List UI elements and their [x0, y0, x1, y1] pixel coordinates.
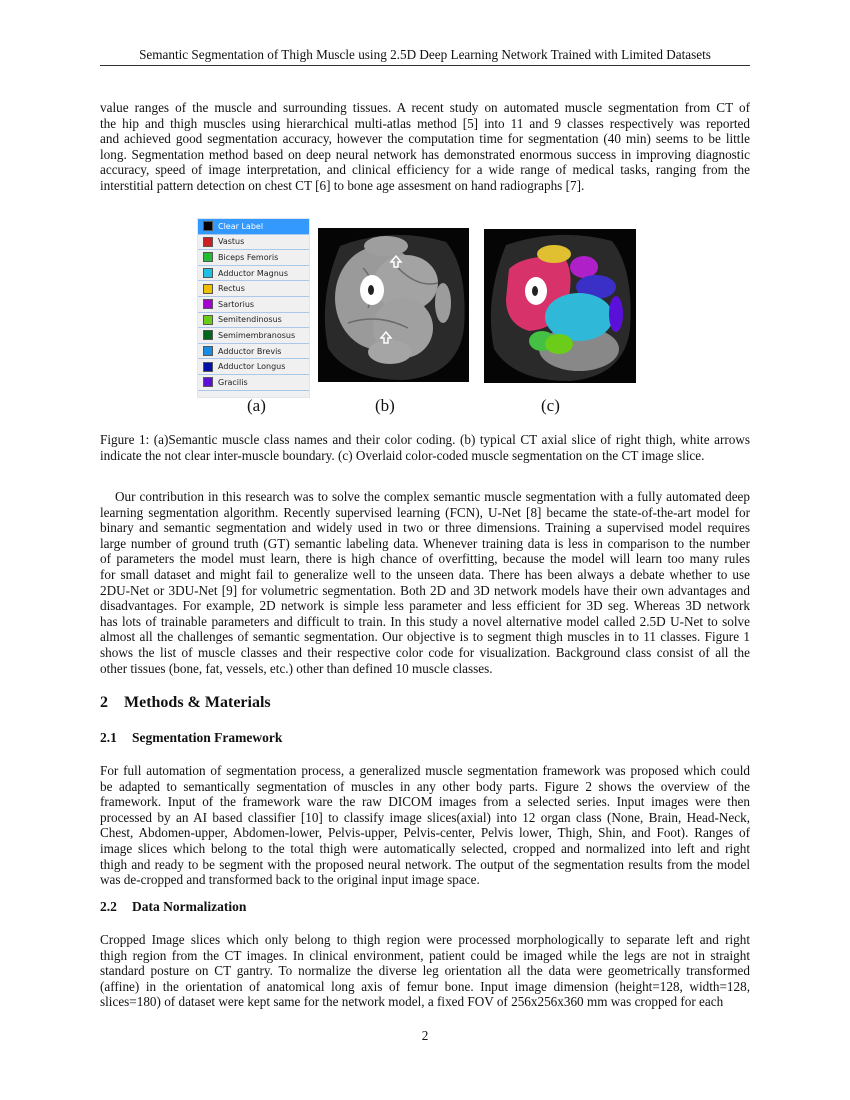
legend-label: Adductor Brevis — [218, 346, 282, 356]
text-line: For full automation of segmentation process, a generalized muscle segmentation framework was proposed which could — [100, 763, 750, 778]
color-swatch — [203, 268, 213, 278]
text-line: image slices which belong to the total thigh were automatically selected, cropped and normalized into left and right — [100, 840, 750, 856]
text-line: Figure 1: (a)Semantic muscle class names and their color coding. (b) typical CT axial slice of right thigh, white arrows — [100, 432, 750, 447]
text-line: has lots of trainable parameters and difficult to train. In this study a novel alternative model called 2.5D U-Net to solve — [100, 613, 750, 629]
paragraph-3 — [100, 763, 750, 888]
text-line: value ranges of the muscle and surrounding tissues. A recent study on automated muscle segmentation from CT of — [100, 100, 750, 115]
section-2-2-heading: 2.2 Data Normalization — [100, 899, 247, 914]
muscle-class-legend — [197, 218, 310, 398]
text-line: thigh region from the CT images. In clinical environment, patient could be imaged while the legs are not in straight — [100, 947, 750, 963]
legend-label: Sartorius — [218, 299, 255, 309]
text-line: shows the list of muscle classes and their respective color code for visualization. Background class consist of all the — [100, 644, 750, 660]
legend-item — [198, 297, 309, 313]
legend-item — [198, 219, 309, 235]
legend-item — [198, 359, 309, 375]
color-swatch — [203, 221, 213, 231]
text-line: of parameters the model must learn, there is high chance of overfitting, because the model will learn too many rules — [100, 551, 750, 567]
legend-item — [198, 328, 309, 344]
text-line: and achieved good segmentation accuracy, however the computation time for segmentation (40 min) seems to be little — [100, 131, 750, 147]
text-line: the hip and thigh muscles using hierarchical multi-atlas method [5] into 11 and 9 classes respectively was reported — [100, 115, 750, 131]
text-line: slices=180) of dataset were kept same for the network model, a fixed FOV of 256x256x360 mm was cropped for each — [100, 994, 724, 1010]
legend-label: Rectus — [218, 284, 245, 294]
section-2-heading: 2 Methods & Materials — [100, 694, 271, 711]
legend-label: Adductor Magnus — [218, 268, 289, 278]
text-line: disadvantages. For example, 2D network is simple less parameter and less efficient for 3D seg. Whereas 3D network — [100, 598, 750, 614]
text-line: for small dataset and might fail to generalize well to the unseen data. There has been always a debate whether to use — [100, 566, 750, 582]
color-swatch — [203, 299, 213, 309]
text-line: Cropped Image slices which only belong to thigh region were processed morphologically to separate left and right — [100, 932, 750, 947]
panel-label-c: (c) — [541, 396, 560, 415]
text-line: accuracy, speed of image interpretation, and clinical efficiency for a wide range of medical tasks, ranging from the — [100, 162, 750, 178]
legend-label: Biceps Femoris — [218, 252, 279, 262]
color-swatch — [203, 284, 213, 294]
color-swatch — [203, 252, 213, 262]
paragraph-4 — [100, 932, 750, 1010]
legend-item — [198, 375, 309, 391]
color-swatch — [203, 346, 213, 356]
text-line: 2DU-Net or 3DU-Net [9] for volumetric segmentation. Both 2D and 3D network models have their own advantages and — [100, 582, 750, 598]
text-line: processed by an AI based classifier [10] to classify image slices(axial) into 12 organ class (None, Brain, Head-Neck, — [100, 809, 750, 825]
text-line: almost all the challenges of semantic segmentation. Our objective is to segment thigh muscles in to 11 classes. Figure 1 — [100, 629, 750, 645]
text-line: interstitial pattern detection on chest CT [6] to bone age assesment on hand radiographs [7]. — [100, 177, 585, 193]
legend-label: Gracilis — [218, 377, 248, 387]
paragraph-1 — [100, 100, 750, 194]
legend-label: Vastus — [218, 237, 245, 247]
color-swatch — [203, 330, 213, 340]
paragraph-2 — [100, 489, 750, 676]
text-line: large number of ground truth (GT) semantic labeling data. Whenever training data is less in comparison to the number — [100, 535, 750, 551]
color-swatch — [203, 362, 213, 372]
text-line: binary and semantic segmentation and widely used in two or three dimensions. Training a supervised model requires — [100, 520, 750, 536]
legend-item — [198, 344, 309, 360]
text-line: framework. Input of the framework ware the raw DICOM images from a selected series. Input images were then — [100, 794, 750, 810]
text-line: thigh and ready to be segment with the proposed neural network. The output of the segmentation results from the model — [100, 856, 750, 872]
text-line: standard posture on CT gantry. To normalize the diverse leg orientation all the data were geometrically transformed — [100, 963, 750, 979]
legend-item — [198, 281, 309, 297]
text-line: other tissues (bone, fat, vessels, etc.) other than defined 10 muscle classes. — [100, 660, 493, 676]
legend-label: Semitendinosus — [218, 315, 282, 325]
text-line: learning segmentation algorithm. Recently supervised learning (FCN), U-Net [8] became the state-of-the-art model for — [100, 504, 750, 520]
legend-label: Semimembranosus — [218, 330, 296, 340]
figure-1-caption — [100, 432, 750, 463]
color-swatch — [203, 237, 213, 247]
legend-item — [198, 266, 309, 282]
ct-slice-image — [318, 228, 469, 382]
text-line: (affine) in the orientation of anatomical long axis of femur bone. Input image dimension (height=128, width=128, — [100, 978, 750, 994]
text-line: was de-cropped and transformed back to the original input image space. — [100, 872, 480, 888]
panel-label-a: (a) — [247, 396, 266, 415]
page-number: 2 — [421, 1028, 429, 1043]
header-rule — [100, 65, 750, 66]
text-line: be adapted to semantically segmentation of muscles in any other body parts. Figure 2 shows the overview of the — [100, 778, 750, 794]
text-line: Chest, Abdomen-upper, Abdomen-lower, Pelvis-upper, Pelvis-center, Pelvis lower, Thigh, Shin, and Foot). Ranges of — [100, 825, 750, 841]
legend-item — [198, 250, 309, 266]
legend-item — [198, 235, 309, 251]
color-swatch — [203, 377, 213, 387]
text-line: Our contribution in this research was to solve the complex semantic muscle segmentation with a fully automated deep — [115, 489, 750, 504]
legend-label: Clear Label — [218, 221, 264, 231]
color-swatch — [203, 315, 213, 325]
panel-label-b: (b) — [375, 396, 395, 415]
text-line: indicate the not clear inter-muscle boundary. (c) Overlaid color-coded muscle segmentation on the CT image slice. — [100, 447, 705, 463]
running-header: Semantic Segmentation of Thigh Muscle using 2.5D Deep Learning Network Trained with Limited Datasets — [139, 47, 711, 62]
segmentation-overlay-image — [484, 229, 636, 383]
text-line: long. Segmentation method based on deep neural network has demonstrated enormous success in improving diagnostic — [100, 146, 750, 162]
legend-label: Adductor Longus — [218, 362, 286, 372]
section-2-1-heading: 2.1 Segmentation Framework — [100, 730, 283, 745]
legend-item — [198, 313, 309, 329]
